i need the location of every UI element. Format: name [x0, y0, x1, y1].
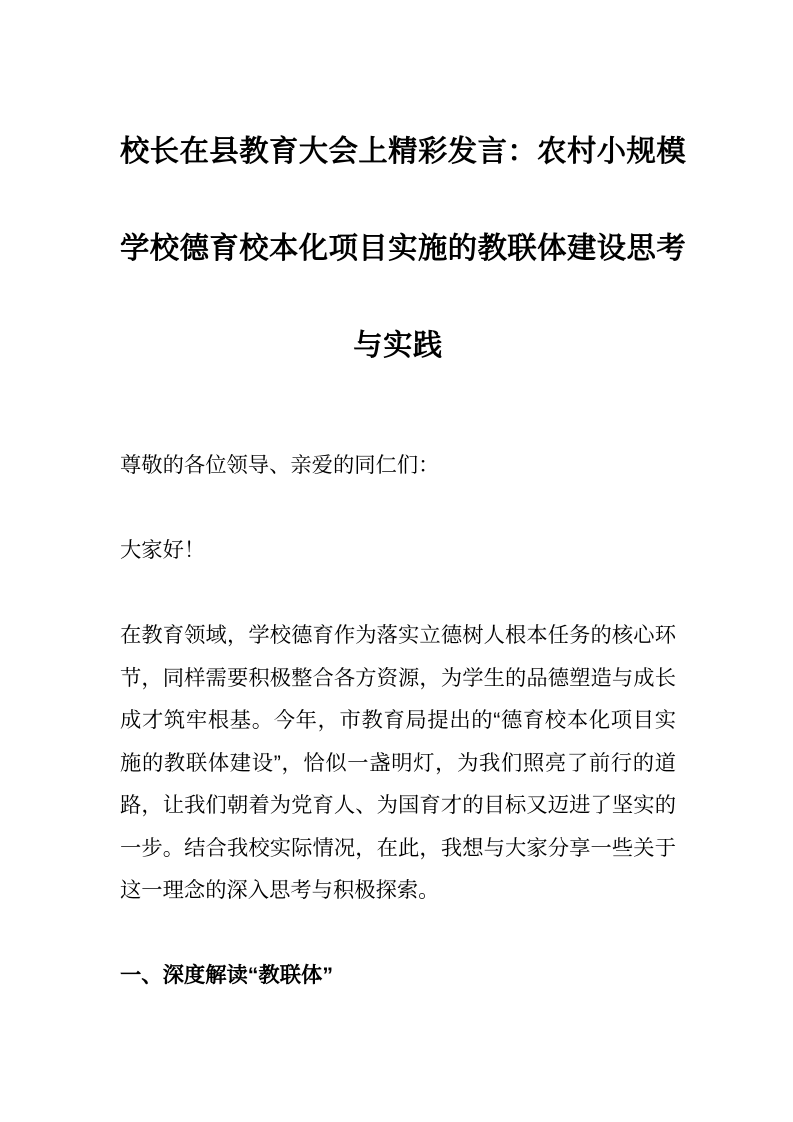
document-title-line-3: 与实践	[353, 329, 443, 362]
intro-paragraph: 在教育领域，学校德育作为落实立德树人根本任务的核心环节，同样需要积极整合各方资源，为学生的品德塑造与成长成才筑牢根基。今年，市教育局提出的“德育校本化项目实施的教联体建设”，恰似一盏明灯，为我们照亮了前行的道路，让我们朝着为党育人、为国育才的目标又迈进了坚实的一步。结合我校实际情况，在此，我想与大家分享一些关于这一理念的深入思考与积极探索。	[120, 623, 676, 902]
document-title	[120, 103, 687, 394]
document-title-line-1: 校长在县教育大会上精彩发言：农村小规模	[120, 135, 687, 168]
salutation-paragraph: 尊敬的各位领导、亲爱的同仁们：	[120, 453, 440, 477]
greeting-paragraph: 大家好！	[120, 538, 206, 562]
section-heading-1: 一、深度解读“教联体”	[120, 963, 333, 987]
document-title-line-2: 学校德育校本化项目实施的教联体建设思考	[120, 232, 687, 265]
